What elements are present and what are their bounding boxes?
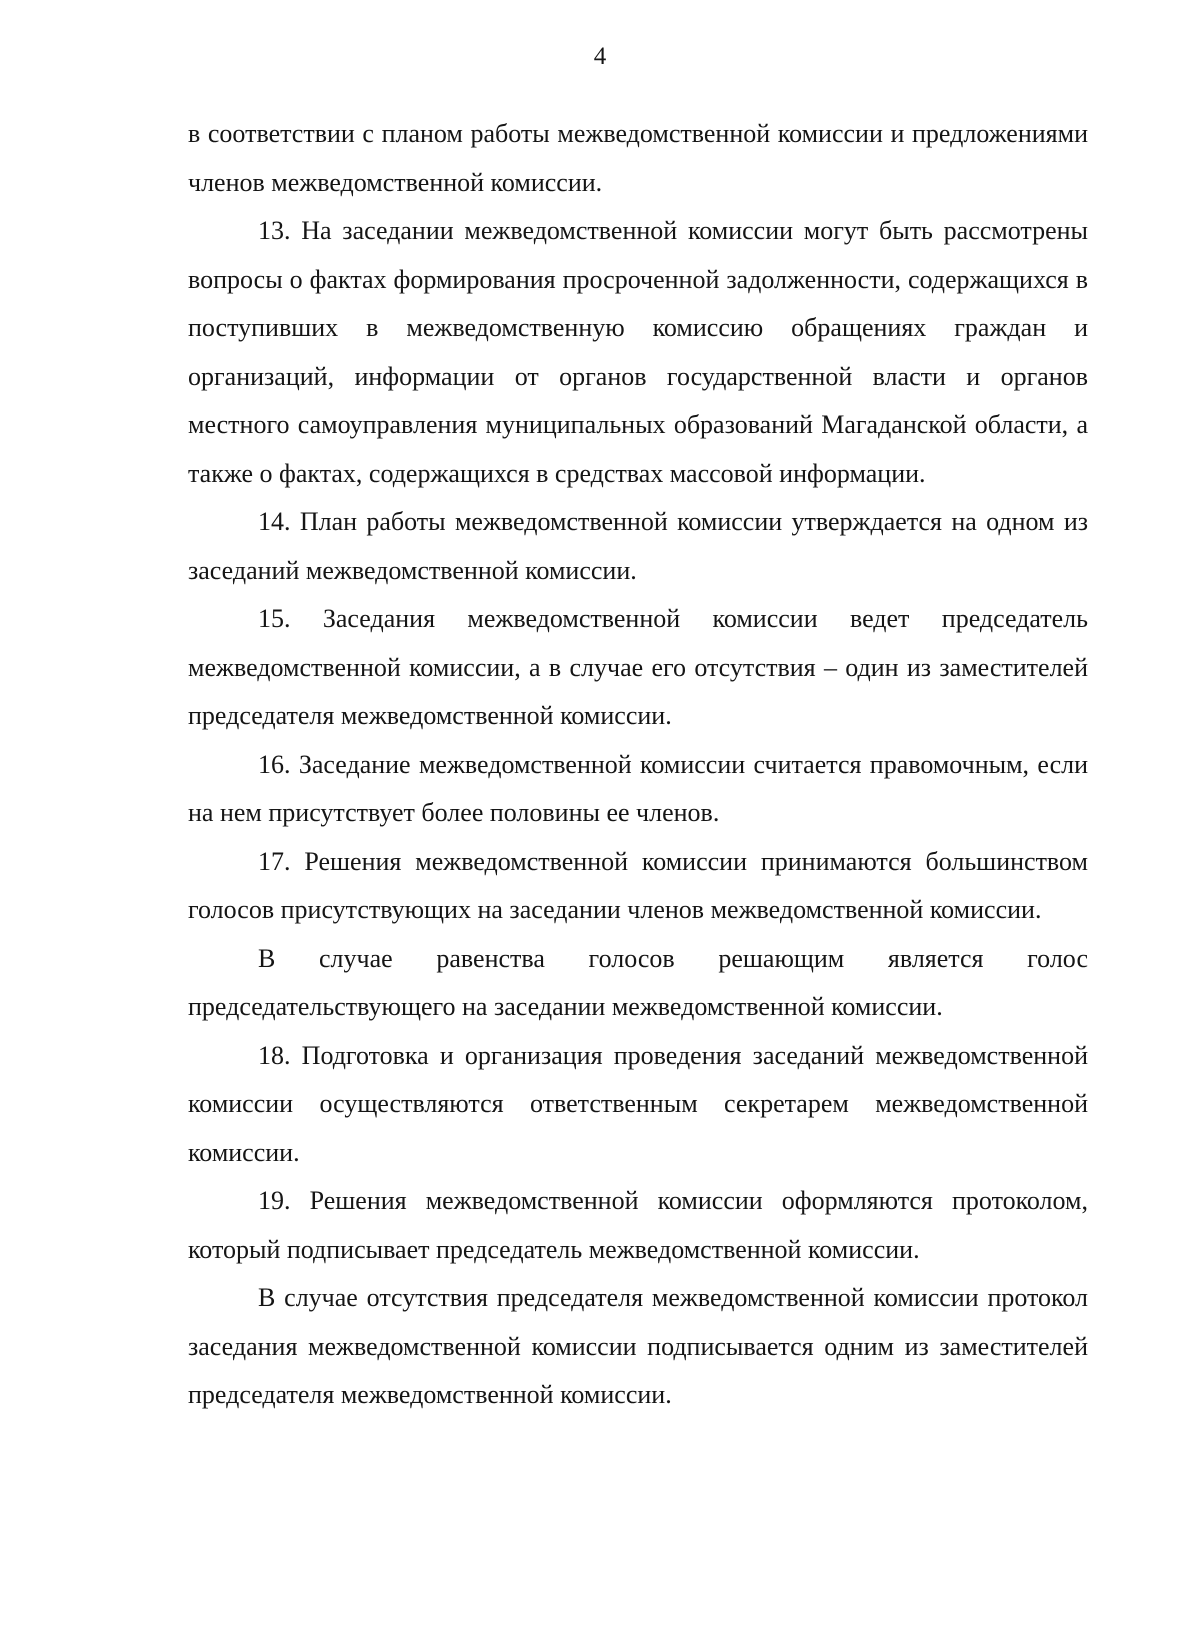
paragraph-17: 17. Решения межведомственной комиссии принимаются большинством голосов присутствующих на заседании членов межведомственной комиссии. [188, 846, 1088, 924]
paragraph-19: 19. Решения межведомственной комиссии оформляются протоколом, который подписывает председатель межведомственной комиссии. [188, 1186, 1088, 1264]
page-number: 4 [593, 43, 607, 70]
paragraph-19-absence-rule: В случае отсутствия председателя межведомственной комиссии протокол заседания межведомственной комиссии подписывается одним из заместителей председателя межведомственной комиссии. [188, 1283, 1088, 1409]
paragraph-15: 15. Заседания межведомственной комиссии ведет председатель межведомственной комиссии, а в случае его отсутствия – один из заместителей председателя межведомственной комиссии. [188, 604, 1088, 730]
paragraph-14: 14. План работы межведомственной комиссии утверждается на одном из заседаний межведомственной комиссии. [188, 507, 1088, 585]
paragraph-16: 16. Заседание межведомственной комиссии считается правомочным, если на нем присутствует более половины ее членов. [188, 749, 1088, 827]
paragraph-18: 18. Подготовка и организация проведения заседаний межведомственной комиссии осуществляются ответственным секретарем межведомственной комиссии. [188, 1040, 1088, 1167]
document-body [188, 110, 1088, 1420]
paragraph-13: 13. На заседании межведомственной комиссии могут быть рассмотрены вопросы о фактах формирования просроченной задолженности, содержащихся в поступивших в межведомственную комиссию обращениях граждан и организаций, информации от органов государственной власти и органов местного самоуправления муниципальных образований Магаданской области, а также о фактах, содержащихся в средствах массовой информации. [188, 216, 1088, 488]
paragraph-continuation: в соответствии с планом работы межведомственной комиссии и предложениями членов межведомственной комиссии. [188, 119, 1088, 197]
paragraph-17-tie-rule: В случае равенства голосов решающим является голос председательствующего на заседании межведомственной комиссии. [188, 943, 1088, 1021]
